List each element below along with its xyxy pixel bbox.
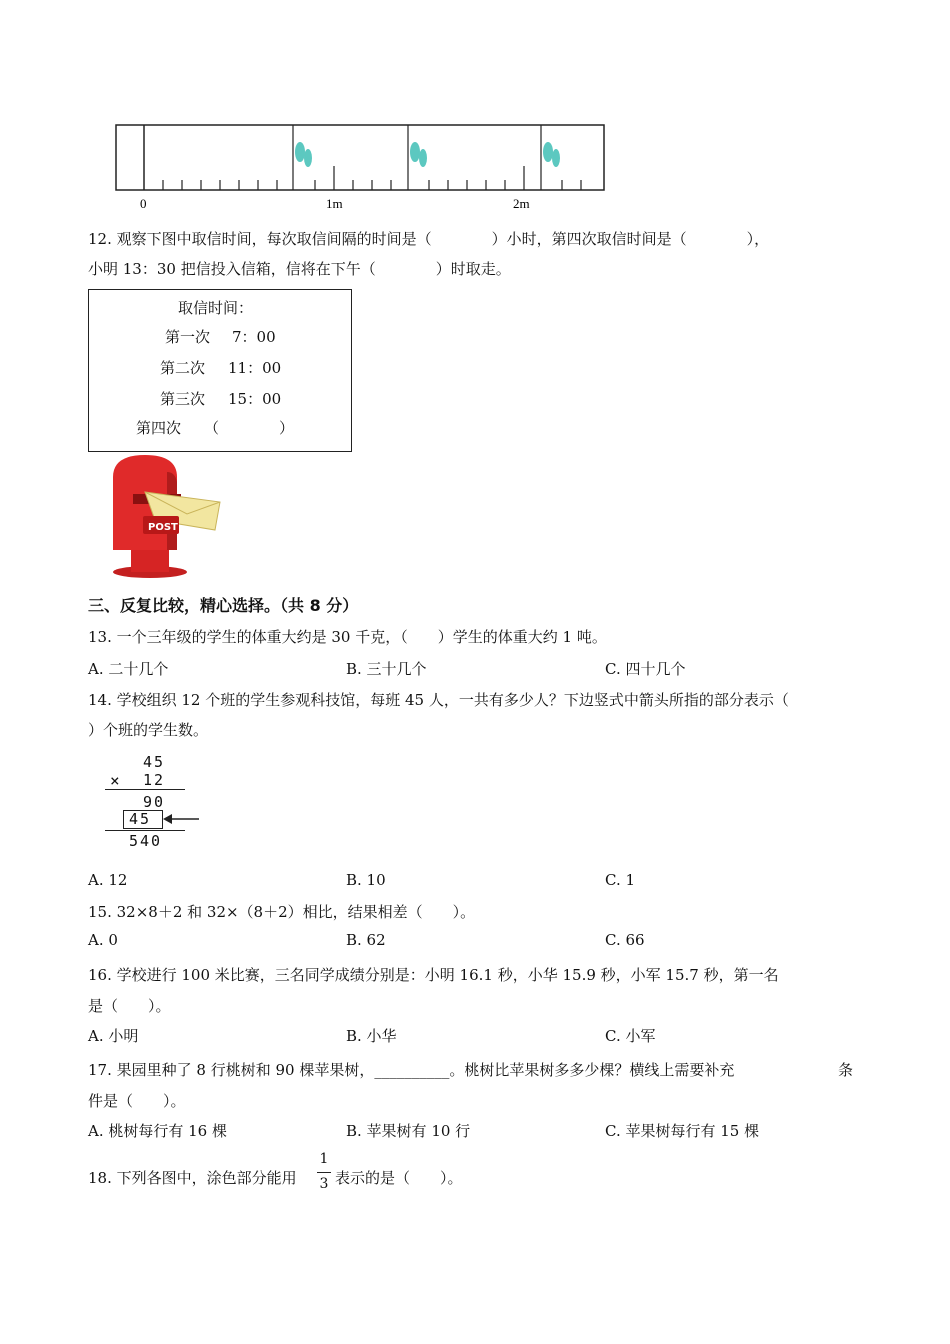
q18-suffix: 表示的是（ ）。 (335, 1169, 463, 1187)
q17-option-c[interactable]: C. 苹果树每行有 15 棵 (605, 1122, 760, 1140)
ruler-label-2m: 2m (513, 196, 530, 211)
calc-operator: × (110, 771, 120, 790)
q12-line1: 12. 观察下图中取信时间，每次取信间隔的时间是（ ）小时，第四次取信时间是（ ）， (88, 230, 770, 248)
q13-option-b[interactable]: B. 三十几个 (346, 660, 427, 678)
calc-line-1 (105, 789, 185, 790)
q13-option-c[interactable]: C. 四十几个 (605, 660, 686, 678)
pickup-row-2-label: 第二次 (160, 359, 206, 377)
q16-option-a[interactable]: A. 小明 (88, 1027, 139, 1045)
pickup-row-3-time: 15：00 (228, 390, 282, 408)
q14-option-a[interactable]: A. 12 (88, 871, 128, 889)
q12-line2: 小明 13：30 把信投入信箱，信将在下午（ ）时取走。 (88, 260, 511, 278)
calc-multiplicand: 45 (143, 753, 166, 771)
pickup-row-3-label: 第三次 (160, 390, 206, 408)
q13-option-a[interactable]: A. 二十几个 (88, 660, 169, 678)
q15-text: 15. 32×8＋2 和 32×（8＋2）相比，结果相差（ ）。 (88, 903, 476, 921)
q17-option-a[interactable]: A. 桃树每行有 16 棵 (88, 1122, 227, 1140)
pickup-row-4-time: （ ） (204, 419, 295, 437)
q16-option-b[interactable]: B. 小华 (346, 1027, 397, 1045)
pickup-table-title: 取信时间： (178, 299, 254, 317)
q18-fraction-bar (317, 1172, 331, 1173)
mailbox-illustration (105, 452, 230, 582)
q17-line2: 件是（ ）。 (88, 1092, 186, 1110)
q14-option-b[interactable]: B. 10 (346, 871, 386, 889)
ruler-label-0: 0 (140, 196, 147, 211)
ruler-label-1m: 1m (326, 196, 343, 211)
footprint-icon (295, 142, 560, 167)
q18-fraction-denominator: 3 (319, 1176, 329, 1192)
q17-line1: 17. 果园里种了 8 行桃树和 90 棵苹果树，__________。桃树比苹果树多多少棵？横线上需要补充 (88, 1061, 735, 1079)
ruler-figure (110, 120, 610, 215)
q13-text: 13. 一个三年级的学生的体重大约是 30 千克，（ ）学生的体重大约 1 吨。 (88, 628, 607, 646)
q16-option-c[interactable]: C. 小军 (605, 1027, 656, 1045)
q18-prefix: 18. 下列各图中，涂色部分能用 (88, 1169, 297, 1187)
mailbox-post-label: POST (148, 522, 178, 533)
calc-line-2 (105, 830, 185, 831)
arrow-left-icon (163, 811, 203, 827)
q16-line2: 是（ ）。 (88, 997, 171, 1015)
q17-option-b[interactable]: B. 苹果树有 10 行 (346, 1122, 471, 1140)
q15-option-c[interactable]: C. 66 (605, 931, 645, 949)
q18-fraction-numerator: 1 (319, 1151, 329, 1167)
q17-line1-end: 条 (838, 1061, 854, 1079)
calc-multiplier: 12 (143, 771, 166, 789)
pickup-row-1-label: 第一次 (165, 328, 211, 346)
pickup-row-1-time: 7：00 (232, 328, 276, 346)
pickup-row-4-label: 第四次 (136, 419, 182, 437)
section-3-title: 三、反复比较，精心选择。（共 8 分） (88, 596, 359, 615)
pickup-row-2-time: 11：00 (228, 359, 282, 377)
q15-option-a[interactable]: A. 0 (88, 931, 118, 949)
q16-line1: 16. 学校进行 100 米比赛，三名同学成绩分别是：小明 16.1 秒，小华 15.9 秒，小军 15.7 秒，第一名 (88, 966, 779, 984)
q14-line1: 14. 学校组织 12 个班的学生参观科技馆，每班 45 人，一共有多少人？下边竖式中箭头所指的部分表示（ (88, 691, 789, 709)
calc-result: 540 (129, 832, 163, 850)
calc-partial-1: 90 (143, 793, 166, 811)
q14-line2: ）个班的学生数。 (88, 721, 209, 739)
q15-option-b[interactable]: B. 62 (346, 931, 386, 949)
calc-partial-2: 45 (129, 810, 152, 828)
q14-option-c[interactable]: C. 1 (605, 871, 636, 889)
